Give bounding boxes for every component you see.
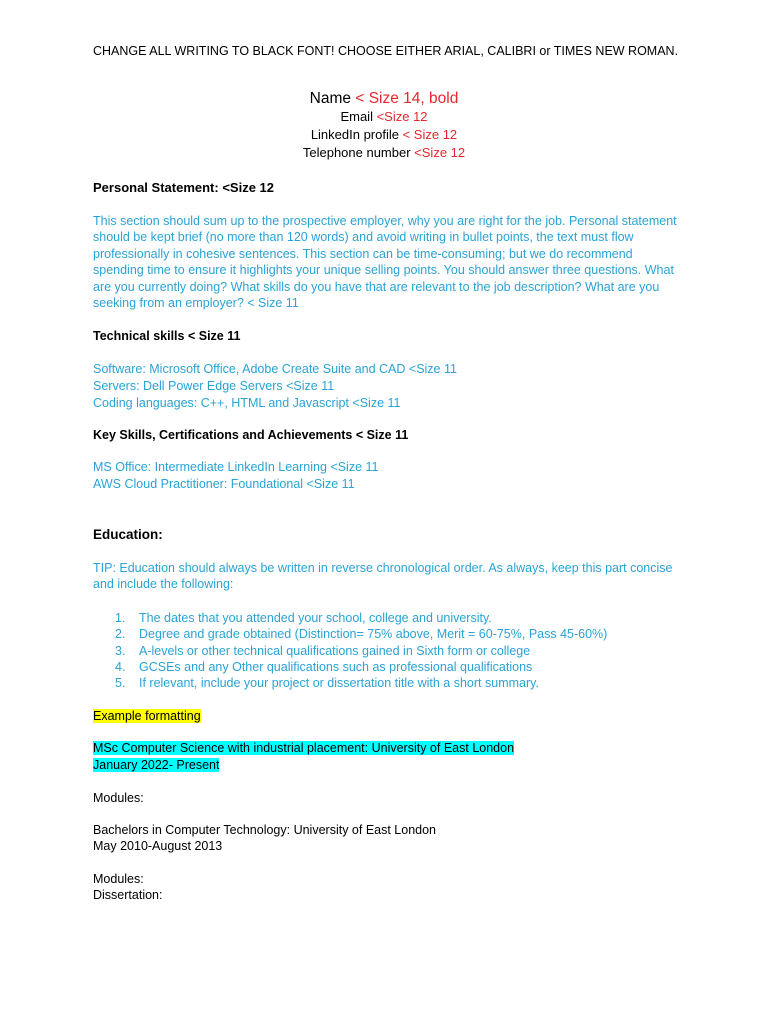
modules-label-1: Modules: — [93, 791, 144, 805]
list-item — [93, 675, 607, 691]
email-line — [0, 109, 768, 125]
modules-label-2: Modules: — [93, 872, 144, 886]
bachelors-title: Bachelors in Computer Technology: University of East London — [93, 823, 437, 837]
name-size-note: < Size 14, bold — [351, 90, 459, 107]
key-skill-ms-office: MS Office: Intermediate LinkedIn Learning <Size 11 — [93, 460, 379, 474]
list-item — [93, 626, 607, 642]
dissertation-label: Dissertation: — [93, 888, 163, 902]
linkedin-size-note: < Size 12 — [398, 127, 458, 142]
list-item — [93, 610, 607, 626]
instruction-text: CHANGE ALL WRITING TO BLACK FONT! CHOOSE EITHER ARIAL, CALIBRI or TIMES NEW ROMAN. — [93, 44, 679, 58]
key-skill-aws: AWS Cloud Practitioner: Foundational <Size 11 — [93, 477, 355, 491]
education-heading: Education: — [93, 527, 163, 542]
personal-statement-body: This section should sum up to the prospective employer, why you are right for the job. Personal statement should be kept brief (no more than 120 words) and avoid writing in bullet points, the text must flow professionally in cohesive sentences. This section can be time-consuming; but we do recommend spending time to ensure it highlights your unique selling points. You should answer three questions. What are you currently doing? What skills do you have that are relevant to the job description? What are you seeking from an employer? < Size 11 — [93, 214, 677, 311]
list-item-number: 2. — [115, 627, 126, 642]
msc-title: MSc Computer Science with industrial placement: University of East London — [93, 741, 515, 755]
email-label: Email — [340, 109, 373, 124]
list-item-text: The dates that you attended your school, college and university. — [139, 611, 492, 625]
personal-statement-heading: Personal Statement: <Size 12 — [93, 180, 274, 195]
list-item — [93, 643, 607, 659]
linkedin-line — [0, 127, 768, 143]
list-item — [93, 659, 607, 675]
education-tip: TIP: Education should always be written in reverse chronological order. As always, keep this part concise and include the following: — [93, 561, 673, 592]
telephone-size-note: <Size 12 — [410, 145, 466, 160]
telephone-line — [0, 145, 768, 161]
list-item-text: Degree and grade obtained (Distinction= 75% above, Merit = 60-75%, Pass 45-60%) — [139, 627, 608, 642]
list-item-text: If relevant, include your project or dissertation title with a short summary. — [139, 676, 539, 691]
bachelors-dates: May 2010-August 2013 — [93, 839, 223, 853]
list-item-number: 4. — [115, 659, 126, 674]
email-size-note: <Size 12 — [372, 109, 428, 124]
education-checklist — [93, 610, 607, 691]
list-item-text: GCSEs and any Other qualifications such as professional qualifications — [139, 659, 533, 674]
technical-skill-coding: Coding languages: C++, HTML and Javascript <Size 11 — [93, 396, 401, 410]
msc-dates: January 2022- Present — [93, 758, 220, 772]
list-item-text: A-levels or other technical qualifications gained in Sixth form or college — [139, 643, 531, 658]
telephone-label: Telephone number — [302, 145, 411, 160]
example-formatting-label: Example formatting — [93, 709, 201, 723]
technical-skills-heading: Technical skills < Size 11 — [93, 329, 241, 343]
key-skills-heading: Key Skills, Certifications and Achievements < Size 11 — [93, 428, 409, 442]
list-item-number: 3. — [115, 643, 126, 658]
name-line — [0, 89, 768, 109]
technical-skill-servers: Servers: Dell Power Edge Servers <Size 11 — [93, 379, 335, 393]
technical-skill-software: Software: Microsoft Office, Adobe Create Suite and CAD <Size 11 — [93, 362, 457, 376]
list-item-number: 1. — [115, 611, 126, 625]
list-item-number: 5. — [115, 676, 126, 691]
name-label: Name — [309, 90, 352, 107]
linkedin-label: LinkedIn profile — [310, 127, 399, 142]
